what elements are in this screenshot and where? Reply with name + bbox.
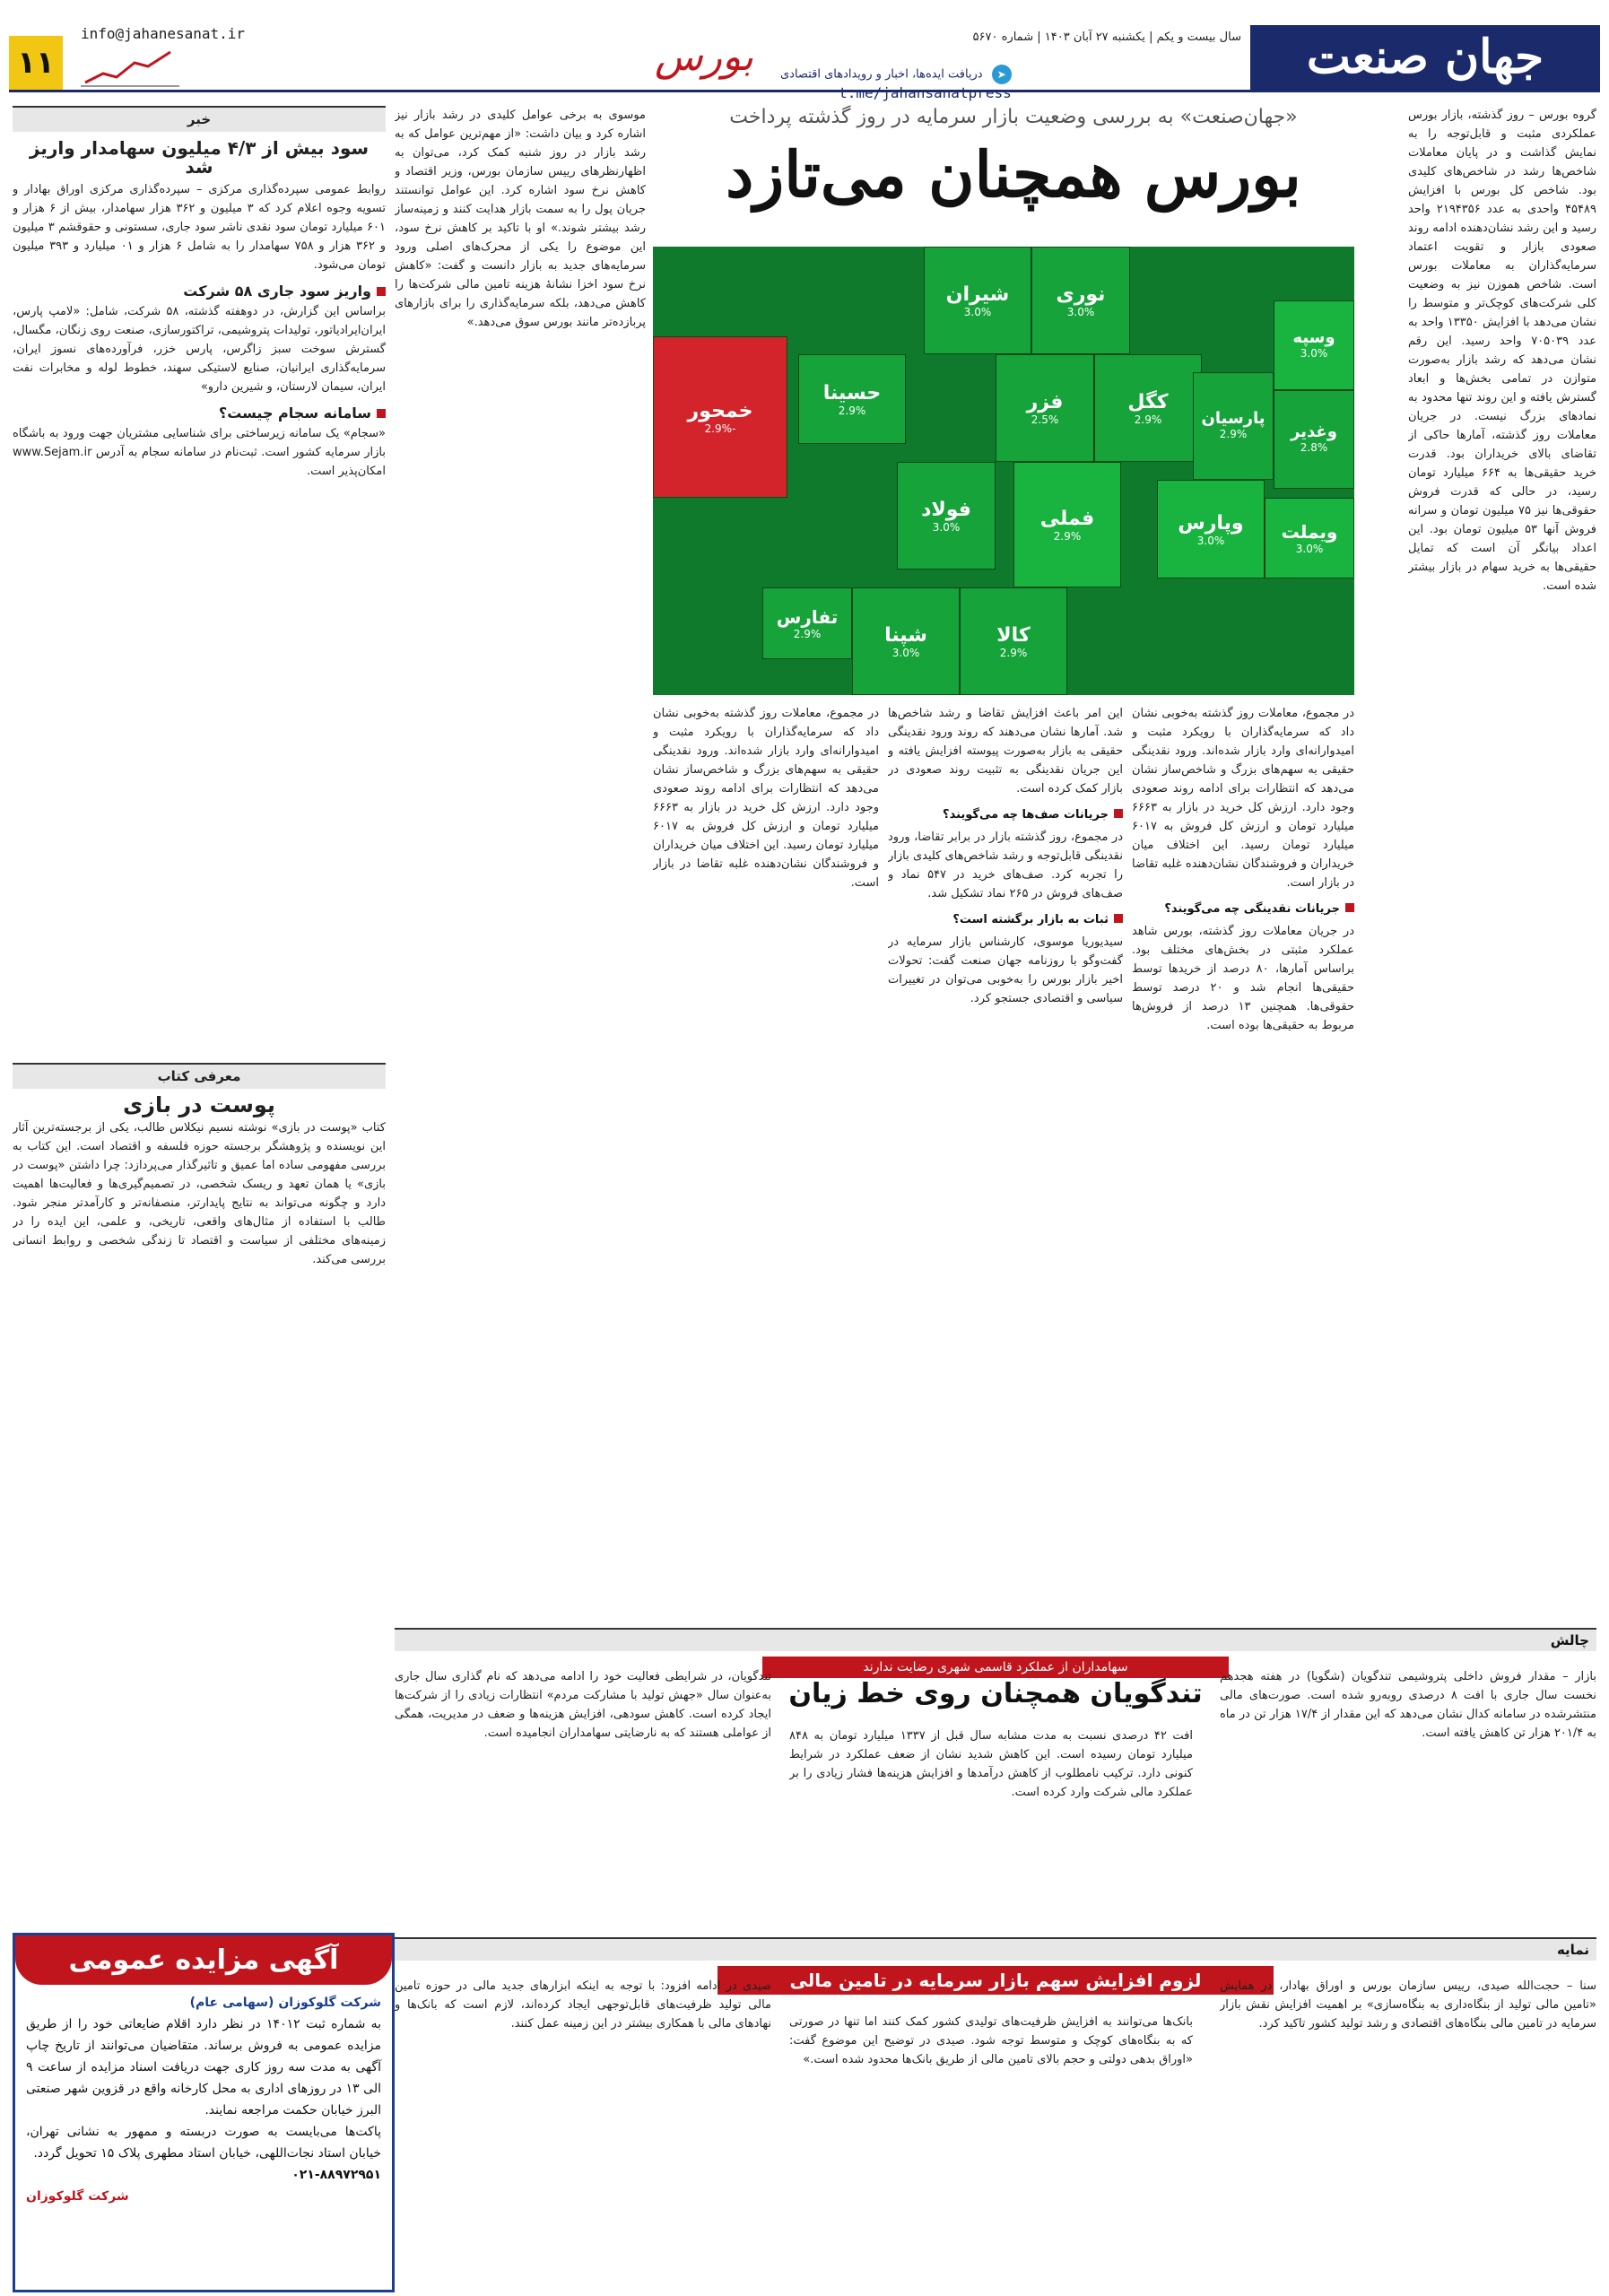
treemap-cell: [762, 587, 852, 659]
col3-text2: در مجموع، روز گذشته بازار در برابر تقاضا، ورود نقدینگی قابل‌توجه و رشد شاخص‌های کلیدی بازار را تجربه کرد. صف‌های خرید در ۵۴۷ نماد و صف‌های فروش در ۲۶۵ نماد تشکیل شد.: [888, 831, 1123, 900]
book-text: کتاب «پوست در بازی» نوشته نسیم نیکلاس طالب، یکی از برجسته‌ترین آثار این نویسنده و پژوهشگر برجسته حوزه فلسفه و اقتصاد است. این کتاب به بررسی مفهومی ساده اما عمیق و تاثیرگذار می‌پردازد: چرا داشتن «پوست در بازی» یا همان تعهد و ریسک شخصی، در تصمیم‌گیری‌ها و فعالیت‌ها اهمیت دارد و چگونه می‌تواند به نتایج پایدارتر، منصفانه‌تر و کارآمدتر منجر شود. طالب با استفاده از مثال‌های واقعی، تاریخی، و علمی، این ایده را در زمینه‌های مختلفی از سیاست و اقتصاد تا زندگی شخصی و روابط انسانی بررسی می‌کند.: [13, 1121, 386, 1266]
treemap-cell-name: شپنا: [884, 624, 927, 647]
treemap-cell: [1094, 354, 1202, 462]
lead-kicker: «جهان‌صنعت» به بررسی وضعیت بازار سرمایه در روز گذشته پرداخت: [729, 106, 1298, 128]
news-title: سود بیش از ۴/۳ میلیون سهامدار واریز شد: [29, 137, 370, 178]
treemap-cell-name: تفارس: [776, 606, 839, 628]
challenge-red-bar: سهامداران از عملکرد قاسمی شهری رضایت ندارند: [762, 1657, 1229, 1678]
treemap-cell-pct: 2.9%: [793, 628, 822, 640]
treemap-cell-name: خمحور: [687, 400, 753, 422]
bullet-square-icon: [377, 287, 386, 296]
col3-heading1: جریانات صف‌ها چه می‌گویند؟: [888, 805, 1123, 824]
bullet-square-icon: [1114, 809, 1123, 818]
col2-heading: جریانات نقدینگی چه می‌گویند؟: [1132, 900, 1354, 918]
treemap-cell-name: فملی: [1039, 508, 1095, 530]
auction-ad: [13, 1933, 395, 2292]
treemap-cell: [897, 462, 996, 570]
treemap-cell-name: شیران: [945, 283, 1010, 306]
challenge-box-head: چالش: [395, 1628, 1596, 1651]
challenge-col-right: بازار – مقدار فروش داخلی پتروشیمی تندگویان (شگویا) در هفته هجدهم نخست سال جاری با افت ۸ درصدی روبه‌رو شده است. صورت‌های مالی منتشرشده در سامانه کدال نشان می‌دهد که این مقدار از ۱۷/۴ هزار تن در ماه به ۲۰۱/۴ هزار تن کاهش یافته است.: [1220, 1670, 1596, 1740]
namayeh-red-bar: لزوم افزایش سهم بازار سرمایه در تامین مالی: [718, 1966, 1274, 1995]
treemap-cell-pct: 2.9%: [838, 404, 866, 417]
treemap-cell: [798, 354, 906, 444]
treemap-cell: [1193, 372, 1274, 480]
treemap-cell-pct: 3.0%: [891, 647, 920, 659]
namayeh-section: [395, 1937, 1596, 2287]
treemap-cell: [1274, 300, 1354, 390]
ad-address: پاکت‌ها می‌بایست به صورت دربسته و ممهور به نشانی تهران، خیابان استاد نجات‌اللهی، خیابان استاد مطهری پلاک ۱۵ تحویل گردد.: [26, 2125, 381, 2161]
treemap-cell-pct: 2.8%: [1300, 441, 1328, 454]
namayeh-col-left: صیدی در ادامه افزود: با توجه به اینکه ابزارهای جدید مالی در حوزه تامین مالی تولید ظرفیت‌های قابل‌توجهی ایجاد کرده‌اند، لازم است که بانک‌ها و نهادهای مالی با همکاری بیشتر در این زمینه عمل کنند.: [395, 1979, 771, 2031]
challenge-col-left: تندگویان، در شرایطی فعالیت خود را ادامه می‌دهد که نام گذاری سال جاری به‌عنوان سال «جهش تولید با مشارکت مردم» انتظارات زیادی را از شرکت‌ها ایجاد کرده است. کاهش سودهی، افزایش هزینه‌ها و ضعف در مدیریت، همگی از عواملی هستند که به نارضایتی سهامداران انجامیده است.: [395, 1670, 771, 1740]
lead-title: بورس همچنان می‌تازد: [726, 137, 1301, 212]
namayeh-box-head: نمایه: [395, 1937, 1596, 1961]
rising-chart-icon: [81, 47, 179, 88]
col2-text: در مجموع، معاملات روز گذشته به‌خوبی نشان داد که سرمایه‌گذاران با رویکرد مثبت و امیدوارانه‌ای وارد بازار شده‌اند. ورود نقدینگی حقیقی به سهم‌های بزرگ و شاخص‌ساز نشان می‌دهد که انتظارات برای ادامه روند صعودی وجود دارد. ارزش کل خرید در بازار به ۶۶۶۳ میلیارد تومان و ارزش کل فروش به ۶۰۱۷ میلیارد تومان رسید. این اختلاف میان خریداران و فروشندگان نشان‌دهنده غلبه تقاضا در بازار است.: [1132, 707, 1354, 890]
news-heading3: سامانه سجام چیست؟: [13, 404, 386, 422]
telegram-link[interactable]: [780, 65, 1012, 101]
treemap-cell-name: وسپه: [1292, 328, 1335, 347]
col3-text: این امر باعث افزایش تقاضا و رشد شاخص‌ها شد. آمارها نشان می‌دهند که روند ورود نقدینگی حقیقی به بازار به‌صورت پیوسته افزایش یافته و این جریان نقدینگی به تثبیت روند صعودی در بازار کمک کرده است.: [888, 707, 1123, 796]
news-text3: «سجام» یک سامانه زیرساختی برای شناسایی مشتریان جهت ورود به باشگاه بازار سرمایه کشور است. ثبت‌نام در سامانه سجام به آدرس www.Sejam.ir امکان‌پذیر است.: [13, 427, 386, 478]
lead-article-col2: [1132, 704, 1354, 1619]
treemap-cell-name: کالا: [996, 624, 1031, 647]
treemap-cell-name: پارسیان: [1201, 409, 1265, 428]
col4-text: در مجموع، معاملات روز گذشته به‌خوبی نشان داد که سرمایه‌گذاران با رویکرد مثبت و امیدوارانه‌ای وارد بازار شده‌اند. ورود نقدینگی حقیقی به سهم‌های بزرگ و شاخص‌ساز نشان می‌دهد که انتظارات برای ادامه روند صعودی وجود دارد. ارزش کل خرید در بازار به ۶۶۶۳ میلیارد تومان و ارزش کل فروش به ۶۰۱۷ میلیارد تومان رسید. این اختلاف میان خریداران و فروشندگان نشان‌دهنده غلبه تقاضا در بازار است.: [653, 707, 879, 890]
book-box-head: معرفی کتاب: [13, 1063, 386, 1089]
news-column: [13, 106, 386, 1057]
book-title: پوست در بازی: [123, 1092, 275, 1118]
ad-banner: آگهی مزایده عمومی: [15, 1935, 392, 1985]
lead-article-text: گروه بورس – روز گذشته، بازار بورس عملکردی مثبت و قابل‌توجه را به نمایش گذاشت و در پایان معاملات شاخص‌ها رشد در شاخص‌های کلیدی بود. شاخص کل بورس با افزایش ۴۵۴۸۹ واحدی به عدد ۲۱۹۴۳۵۶ واحد رسید و این رشد نشان‌دهنده ادامه روند صعودی بازار و تقویت اعتماد سرمایه‌گذاران به معاملات بورس است. شاخص هموزن نیز به وضعیت کلی شرکت‌های کوچک‌تر و متوسط را نشان می‌دهد با افزایش ۱۳۳۵۰ واحد به عدد ۷۰۵۰۳۹ واحد رسید. این رقم نشان می‌دهد که رشد بازار به‌صورت متوازن در تمامی بخش‌ها و ابعاد گسترش یافته و این روند تنها محدود به نمادهای بزرگ نیست. در جریان معاملات روز گذشته، آمارها حاکی از تقاضای بالای خریداران بود. قدرت خرید حقیقی‌ها به ۶۶۴ میلیارد تومان رسید، در حالی که قدرت فروش حقوقی‌ها نیز ۷۵ میلیون تومان و سرانه فروش آنها ۵۳ میلیون تومان بود. این اعداد بیانگر آن است که تمایل حقیقی‌ها به خرید سهام در بازار بیشتر شده است.: [1408, 109, 1596, 593]
telegram-text: دریافت ایده‌ها، اخبار و رویدادهای اقتصادی: [780, 67, 983, 82]
treemap-cell-name: فزر: [1026, 391, 1064, 413]
treemap-cell-name: حسینا: [822, 382, 882, 404]
news-text2: براساس این گزارش، در دوهفته گذشته، ۵۸ شرکت، شامل: «لامپ پارس، ایران‌ایرادیاتور، تولیدات پتروشیمی، تراکتورسازی، صنعت روی زنگان، مگسال، گسترش سوخت سبز زاگرس، پارس خزر، فرآورده‌های نسوز ایران، سرمایه‌گذاری ایرانیان، صنایع لاستیکی سهند، خطوط لوله و مخابرات نفت ایران، سیمان لارستان، و شیرین دارو»: [13, 305, 386, 394]
namayeh-col-right: سنا – حجت‌الله صیدی، رییس سازمان بورس و اوراق بهادار، در همایش «تامین مالی تولید از بنگاه‌داری به بنگاه‌سازی» بر اهمیت افزایش نقش بازار سرمایه در تامین مالی بنگاه‌های اقتصادی و رشد تولید کشور تاکید کرد.: [1220, 1979, 1596, 2031]
lead-headline: [664, 106, 1363, 212]
treemap-cell: [996, 354, 1094, 462]
treemap-cell: [653, 336, 787, 498]
section-name: بورس: [655, 34, 753, 80]
challenge-col-mid: افت ۴۲ درصدی نسبت به مدت مشابه سال قبل از ۱۳۳۷ میلیارد تومان به ۸۴۸ میلیارد تومان رسیده است. این کاهش شدید نشان از ضعف عملکرد در شرایط کنونی دارد. ترکیب نامطلوب از کاهش درآمدها و افزایش هزینه‌ها فشار زیادی را بر عملکرد مالی شرکت وارد کرده است.: [789, 1729, 1193, 1799]
namayeh-col-mid: بانک‌ها می‌توانند به افزایش ظرفیت‌های تولیدی کشور کمک کنند اما تنها در صورتی که به بنگاه‌های کوچک و متوسط توجه شود. صیدی در توضیح این موضوع گفت: «اوراق بدهی دولتی و حجم بالای تامین مالی از طریق بانک‌ها محدود شده است.»: [789, 2015, 1193, 2066]
market-treemap: [653, 247, 1354, 695]
treemap-cell-pct: 3.0%: [932, 521, 961, 534]
telegram-handle: t.me/jahansanatpress: [839, 84, 1012, 101]
treemap-cell: [960, 587, 1067, 695]
page-number: ۱۱: [9, 36, 63, 90]
treemap-cell: [924, 247, 1031, 354]
lead-article-col5: [395, 106, 646, 1622]
treemap-cell-pct: 2.9%: [1134, 413, 1162, 426]
lead-article-col1: [1408, 106, 1596, 1622]
treemap-cell-pct: 3.0%: [963, 306, 992, 318]
treemap-cell-pct: 3.0%: [1300, 347, 1328, 360]
treemap-cell: [1274, 390, 1354, 489]
book-review: [13, 1063, 386, 1924]
treemap-cell-name: نوری: [1056, 283, 1106, 306]
col2-text2: در جریان معاملات روز گذشته، بورس شاهد عملکرد مثبتی در بخش‌های مختلف بود. براساس آمارها، ۸۰ درصد از خریدها توسط حقیقی‌ها انجام شد و ۲۰ درصد توسط حقوقی‌ها. همچنین ۱۳ درصد از فروش‌ها مربوط به حقیقی‌ها بوده است.: [1132, 925, 1354, 1032]
ad-phone: ۰۲۱-۸۸۹۷۲۹۵۱: [291, 2168, 381, 2182]
ad-signature: شرکت گلوکوزان: [26, 2189, 129, 2204]
news-box-head: خبر: [13, 106, 386, 132]
challenge-title: تندگویان همچنان روی خط زیان: [788, 1678, 1203, 1709]
lead-article-col3: [888, 704, 1123, 1619]
telegram-icon: ➤: [992, 65, 1012, 84]
treemap-cell: [852, 587, 960, 695]
challenge-section: [395, 1628, 1596, 1924]
col5-text: موسوی به برخی عوامل کلیدی در رشد بازار نیز اشاره کرد و بیان داشت: «از مهم‌ترین عوامل که به رشد بازار در روز شنبه کمک کرد، می‌توان به اظهارنظرهای رییس سازمان بورس، وزیر اقتصاد و کاهش نرخ سود اشاره کرد. این عوامل توانستند جریان پول را به سمت بازار هدایت کنند و زمینه‌ساز رشد بیشتر شوند.» او با تاکید بر کاهش نرخ سود، این موضوع را یکی از محرک‌های اصلی ورود سرمایه‌های جدید به بازار دانست و گفت: «کاهش نرخ سود اخزا نشانهٔ هزینه تامین مالی شرکت‌ها را کاهش می‌دهد، بلکه سرمایه‌گذاری را برای بازارهای پربازده‌تر مانند بورس سوق می‌دهد.»: [395, 109, 646, 329]
col3-text3: سیدیوریا موسوی، کارشناس بازار سرمایه در گفت‌وگو با روزنامه جهان صنعت گفت: تحولات اخیر بازار بورس را به‌خوبی می‌توان در تغییرات سیاسی و اقتصادی جستجو کرد.: [888, 935, 1123, 1005]
treemap-cell: [1265, 498, 1354, 578]
treemap-cell-pct: -2.9%: [704, 422, 736, 435]
lead-article-col4: [653, 704, 879, 1619]
treemap-cell-name: کگل: [1127, 391, 1169, 413]
bullet-square-icon: [1114, 914, 1123, 923]
treemap-cell-pct: 3.0%: [1066, 306, 1095, 318]
treemap-cell: [1013, 462, 1121, 587]
treemap-cell-pct: 3.0%: [1196, 535, 1225, 547]
treemap-cell-name: وغدیر: [1291, 422, 1337, 441]
bullet-square-icon: [1345, 903, 1354, 912]
ad-text: به شماره ثبت ۱۴۰۱۲ در نظر دارد اقلام ضایعاتی خود را از طریق مزایده عمومی به فروش برساند. متقاضیان می‌توانند از تاریخ چاپ آگهی به مدت سه روز کاری جهت دریافت اسناد مزایده از ساعت ۹ الی ۱۳ در روزهای اداری به محل کارخانه واقع در قزوین شهر صنعتی البرز خیابان حکمت مراجعه نمایند.: [26, 2017, 381, 2118]
treemap-cell: [1157, 480, 1265, 578]
news-heading2: واریز سود جاری ۵۸ شرکت: [13, 282, 386, 300]
issue-info: سال بیست و یکم | یکشنبه ۲۷ آبان ۱۴۰۳ | شماره ۵۶۷۰: [972, 30, 1241, 44]
masthead: [9, 9, 1600, 101]
treemap-cell-pct: 2.9%: [1219, 428, 1248, 440]
treemap-cell-pct: 3.0%: [1295, 543, 1324, 555]
treemap-cell-pct: 2.9%: [999, 647, 1028, 659]
col3-heading2: ثبات به بازار برگشته است؟: [888, 910, 1123, 929]
ad-company: شرکت گلوکوزان (سهامی عام): [189, 1996, 381, 2010]
treemap-cell-name: ویملت: [1281, 521, 1338, 543]
email-address[interactable]: info@jahanesanat.ir: [81, 25, 246, 42]
treemap-cell-name: وپارس: [1178, 512, 1244, 535]
treemap-cell-name: فولاد: [921, 499, 971, 521]
treemap-cell-pct: 2.9%: [1053, 530, 1082, 543]
treemap-cell: [1031, 247, 1130, 354]
treemap-cell-pct: 2.5%: [1031, 413, 1059, 426]
newspaper-logo: جهان صنعت: [1250, 25, 1600, 90]
news-text1: روابط عمومی سپرده‌گذاری مرکزی – سپرده‌گذاری مرکزی اوراق بهادار و تسویه وجوه اعلام کرد که ۳ میلیون و ۳۶۲ هزار سهامدار، بیش از ۶ هزار و ۶۰۱ میلیارد تومان سود نقدی ناشر سود جاری، سستونی و حقوقشم ۳ میلیون و ۳۶۲ هزار و ۷۵۸ سهامدار را به شامل ۶ هزار و ۰۱ میلیارد و ۳۹۳ میلیون تومان می‌شود.: [13, 183, 386, 272]
bullet-square-icon: [377, 409, 386, 418]
